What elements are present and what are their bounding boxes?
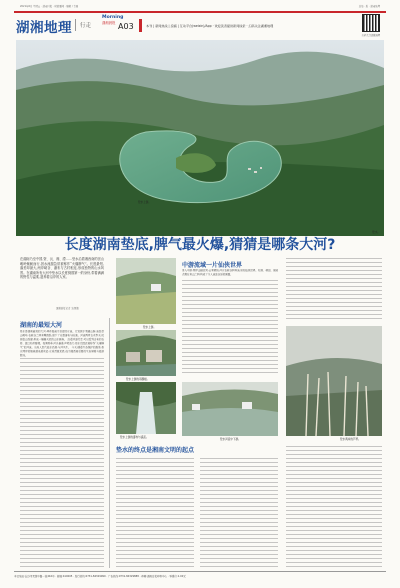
lower-text-block-1 xyxy=(116,458,194,568)
mid-body: 进入中游,两岸山峰高耸,云雾缭绕,河水在峡谷间奔流,宛如仙侠世界。村落、梯田、茶园点缀在青山之间,构成了令人流连忘返的画面。 xyxy=(182,269,278,276)
section-title: 湖湘地理 xyxy=(16,20,72,36)
top-meta-right: 总第 · 版 · 湖南地理 xyxy=(358,5,380,8)
photo-reeds xyxy=(286,326,382,436)
column-divider xyxy=(109,318,110,568)
page-footer: 本社地址:长沙市芙蓉中路一段442号 · 邮编:410005 · 发行热线:0731-84329999 · 广告热线:0731-84329888 · 印刷:湖南日报印务中心 · 零售价:1.00元 xyxy=(14,571,386,578)
lower-text-block-2 xyxy=(200,458,278,568)
mid-subhead: 中游流域一片仙侠世界 xyxy=(182,262,243,269)
river-bend-aerial-image xyxy=(16,40,384,236)
header-blurb: 本刊 | 新闻热线 | 投稿 | 互动平台(weixin)/App · 欢迎读者提供新闻线索 · 扫码关注湖湘地理 xyxy=(146,24,274,28)
photo-caption-5: 垫水两岸的芦苇。 xyxy=(340,438,361,441)
upstream-village-image xyxy=(116,258,176,324)
right-text-block-2 xyxy=(286,446,382,568)
left-para-2: 沿着河道行走,可以看到古老的石桥、渡口和吊脚楼。每逢雨季,河水暴涨,声势浩大,垫水也因此被称作“火爆脾气”的河流。当地人世代临水而居,与河共生。 xyxy=(20,338,104,349)
photo-river-lower xyxy=(182,382,278,436)
photo-caption-2: 垫水上游的吊脚楼。 xyxy=(126,378,150,381)
photo-caption-4: 垫水河流中下游。 xyxy=(220,438,241,441)
header-rule xyxy=(14,11,386,13)
reeds-image xyxy=(286,326,382,436)
accent-block xyxy=(139,19,142,32)
masthead-word: Morning xyxy=(102,15,124,20)
intro-text: 在湖南乃至中国,资、沅、湘、澧……垫水沿着湘西南的崇山峻岭蜿蜒而行,因水流湍急常被称作“火爆脾气”。长度最短,落差却最大,两岸峡谷、瀑布与古村相连,形成独特的山水风景。在湖南所有大河中垫水以长度倒数第一的身份,带着满满的野性与温柔,滋养着沿岸的人家。 xyxy=(20,257,104,280)
section-subtitle: 行走 xyxy=(80,23,92,29)
hero-caption-left: 垫水上游。 xyxy=(138,201,151,204)
left-subhead: 湖南的最短大河 xyxy=(20,322,63,329)
top-meta-left: 2021年6月 星期五 · 湖南日报 · 时政要闻 · 编辑 / 美编 xyxy=(20,5,79,8)
photo-caption-1: 垫水上游。 xyxy=(143,326,156,329)
photo-upstream xyxy=(116,258,176,324)
main-headline: 长度湖南垫底,脾气最火爆,猜猜是哪条大河? xyxy=(64,237,336,253)
page-code: A03 xyxy=(118,22,134,31)
waterfall-image xyxy=(116,382,176,434)
mid-text-block xyxy=(182,280,278,376)
stilt-houses-image xyxy=(116,330,176,376)
intro-byline: 潇湘晨报记者 文/摄影 xyxy=(56,307,80,310)
photo-stilt-houses xyxy=(116,330,176,376)
hero-photo xyxy=(16,40,384,236)
section-divider xyxy=(75,19,76,31)
left-text-block xyxy=(20,358,104,568)
left-para-3: 今天,随着生态保护的推进,垫水两岸的植被越来越茂密,水质清澈见底,成为湘西南重要的生态屏障与旅游胜地。 xyxy=(20,346,104,357)
left-para-1: 垫水是湖南最短的大河,却有着最为急促的水流。它发源于雪峰山脉,流经崇山峻岭,在峡谷之间奔腾跳跃,留下了无数瀑布与险滩。河流两岸古木参天,民居依山而建,形成一幅幅天然的山水画卷。 xyxy=(20,330,104,341)
qr-code-icon[interactable] xyxy=(362,14,380,32)
river-lower-image xyxy=(182,382,278,436)
masthead-name: 潇湘晨报 xyxy=(102,20,116,25)
hero-caption-right: 垫水。 xyxy=(372,231,380,234)
qr-caption: 扫码关注湖湘地理 xyxy=(361,34,381,37)
photo-caption-3: 垫水上游的瀑布与溪流。 xyxy=(120,436,149,439)
lower-subhead: 垫水的终点是湘南文明的起点 xyxy=(116,447,195,454)
photo-waterfall xyxy=(116,382,176,434)
